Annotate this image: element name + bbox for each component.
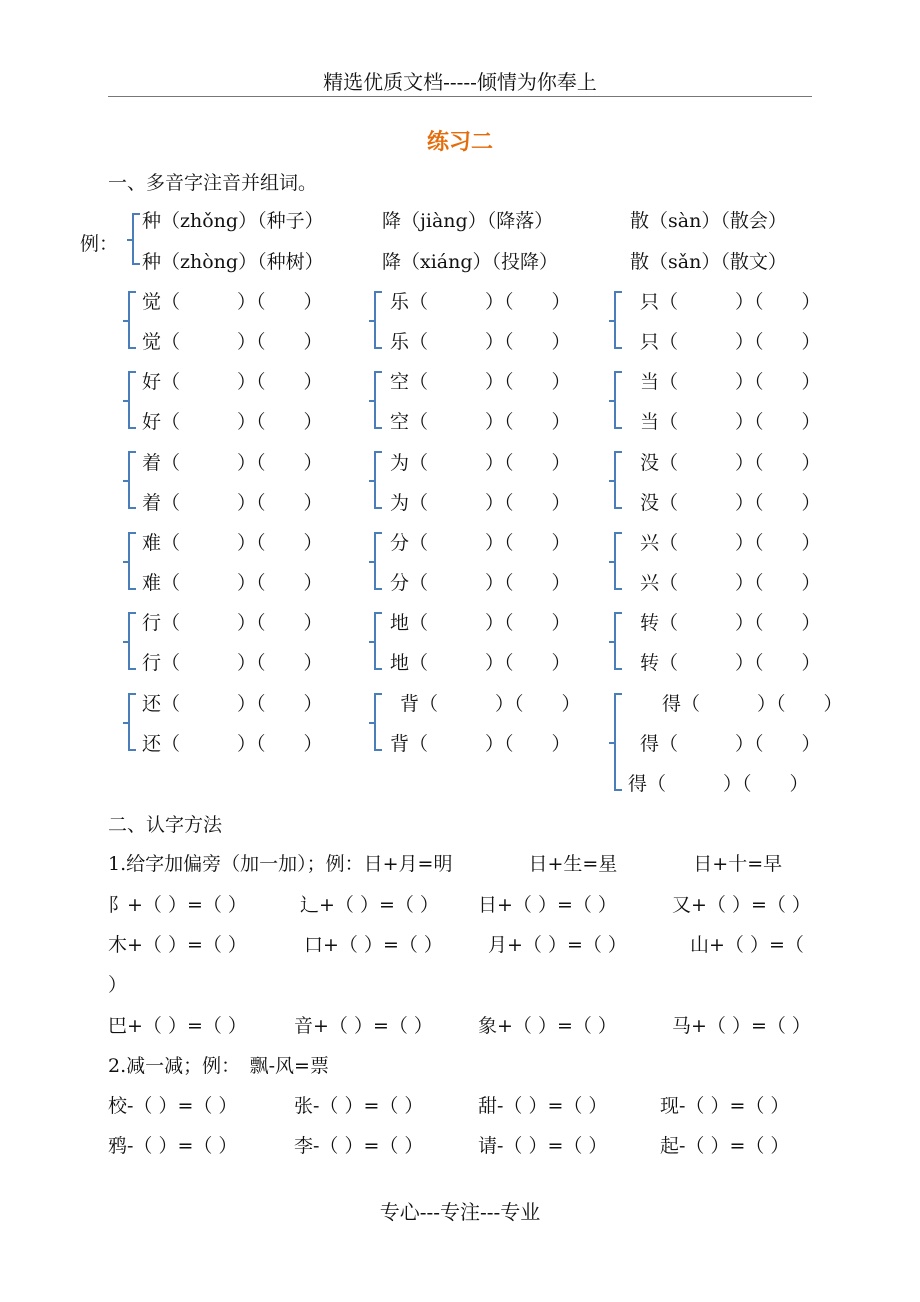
polyphone-item: 乐（ ）（ ）: [390, 331, 571, 353]
polyphone-item: 为（ ）（ ）: [390, 452, 571, 474]
item-brace: [374, 693, 376, 751]
polyphone-item: 地（ ）（ ）: [390, 652, 571, 674]
header-rule: [108, 96, 812, 97]
example-label: 例：: [80, 233, 119, 255]
polyphone-item: 得（ ）（ ）: [628, 773, 809, 795]
item-brace: [128, 532, 130, 590]
item-brace-triple: [614, 693, 616, 791]
polyphone-item: 觉（ ）（ ）: [142, 331, 323, 353]
example-text: 种（zhǒng）（种子）: [142, 210, 324, 232]
section1-heading: 一、多音字注音并组词。: [108, 172, 318, 194]
polyphone-item: 转（ ）（ ）: [640, 612, 821, 634]
add-radical-item: 木+（ ）=（ ）: [108, 934, 247, 956]
polyphone-item: 兴（ ）（ ）: [640, 572, 821, 594]
add-radical-item: 马+（ ）=（ ）: [672, 1015, 811, 1037]
add-radical-item: 巴+（ ）=（ ）: [108, 1015, 247, 1037]
add-radical-item: 又+（ ）=（ ）: [672, 894, 811, 916]
polyphone-item: 好（ ）（ ）: [142, 371, 323, 393]
subtract-item: 现-（ ）=（ ）: [660, 1095, 790, 1117]
subtract-item: 鸦-（ ）=（ ）: [108, 1135, 238, 1157]
polyphone-item: 当（ ）（ ）: [640, 411, 821, 433]
add-radical-item: 月+（ ）=（ ）: [488, 934, 627, 956]
item-brace: [374, 612, 376, 670]
polyphone-item: 行（ ）（ ）: [142, 612, 323, 634]
polyphone-item: 空（ ）（ ）: [390, 371, 571, 393]
add-radical-item: 音+（ ）=（ ）: [294, 1015, 433, 1037]
polyphone-item: 行（ ）（ ）: [142, 652, 323, 674]
polyphone-item: 难（ ）（ ）: [142, 532, 323, 554]
subtract-item: 请-（ ）=（ ）: [478, 1135, 608, 1157]
item-brace: [374, 532, 376, 590]
polyphone-item: 好（ ）（ ）: [142, 411, 323, 433]
example-text: 散（sǎn）（散文）: [630, 251, 787, 273]
item-brace: [128, 451, 130, 509]
page-footer: 专心---专注---专业: [379, 1200, 541, 1224]
item-brace: [128, 693, 130, 751]
item-brace: [614, 532, 616, 590]
polyphone-item: 乐（ ）（ ）: [390, 291, 571, 313]
item-brace: [128, 612, 130, 670]
item-brace: [374, 371, 376, 429]
add-radical-item: 辶+（ ）=（ ）: [300, 894, 439, 916]
polyphone-item: 还（ ）（ ）: [142, 693, 323, 715]
example-text: 降（jiàng）（降落）: [382, 210, 554, 232]
item-brace: [614, 291, 616, 349]
polyphone-item: 只（ ）（ ）: [640, 291, 821, 313]
item-brace: [128, 371, 130, 429]
example-text: 散（sàn）（散会）: [630, 210, 787, 232]
polyphone-item: 背（ ）（ ）: [400, 693, 581, 715]
polyphone-item: 没（ ）（ ）: [640, 452, 821, 474]
item-brace: [128, 291, 130, 349]
page-header: 精选优质文档-----倾情为你奉上: [323, 70, 597, 94]
example-brace: [132, 213, 134, 265]
polyphone-item: 难（ ）（ ）: [142, 572, 323, 594]
add-radical-wrap: ）: [108, 974, 128, 996]
polyphone-item: 觉（ ）（ ）: [142, 291, 323, 313]
add-radical-item: 口+（ ）=（ ）: [304, 934, 443, 956]
subtract-item: 张-（ ）=（ ）: [294, 1095, 424, 1117]
item-brace: [614, 612, 616, 670]
add-radical-item: 象+（ ）=（ ）: [478, 1015, 617, 1037]
polyphone-item: 着（ ）（ ）: [142, 452, 323, 474]
polyphone-item: 为（ ）（ ）: [390, 492, 571, 514]
page-title: 练习二: [426, 130, 493, 155]
item-brace: [374, 291, 376, 349]
section2-heading: 二、认字方法: [108, 814, 223, 836]
subtract-item: 李-（ ）=（ ）: [294, 1135, 424, 1157]
polyphone-item: 只（ ）（ ）: [640, 331, 821, 353]
example-text: 种（zhòng）（种树）: [142, 251, 324, 273]
polyphone-item: 当（ ）（ ）: [640, 371, 821, 393]
add-radical-item: 阝+（ ）=（ ）: [108, 894, 247, 916]
add-radical-item: 山+（ ）=（: [690, 934, 804, 956]
subtract-instruction: 2.减一减；例： 飘-风=票: [108, 1055, 329, 1077]
polyphone-item: 着（ ）（ ）: [142, 492, 323, 514]
polyphone-item: 空（ ）（ ）: [390, 411, 571, 433]
add-radical-instruction: 1.给字加偏旁（加一加）；例：日+月=明 日+生=星 日+十=早: [108, 853, 783, 875]
subtract-item: 起-（ ）=（ ）: [660, 1135, 790, 1157]
item-brace: [614, 451, 616, 509]
polyphone-item: 兴（ ）（ ）: [640, 532, 821, 554]
polyphone-item: 没（ ）（ ）: [640, 492, 821, 514]
subtract-item: 校-（ ）=（ ）: [108, 1095, 238, 1117]
polyphone-item: 转（ ）（ ）: [640, 652, 821, 674]
item-brace: [614, 371, 616, 429]
polyphone-item: 还（ ）（ ）: [142, 733, 323, 755]
polyphone-item: 分（ ）（ ）: [390, 572, 571, 594]
add-radical-item: 日+（ ）=（ ）: [478, 894, 617, 916]
subtract-item: 甜-（ ）=（ ）: [478, 1095, 608, 1117]
example-text: 降（xiáng）（投降）: [382, 251, 559, 273]
polyphone-item: 背（ ）（ ）: [390, 733, 571, 755]
polyphone-item: 分（ ）（ ）: [390, 532, 571, 554]
polyphone-item: 得（ ）（ ）: [640, 733, 821, 755]
polyphone-item: 得（ ）（ ）: [662, 693, 843, 715]
polyphone-item: 地（ ）（ ）: [390, 612, 571, 634]
item-brace: [374, 451, 376, 509]
